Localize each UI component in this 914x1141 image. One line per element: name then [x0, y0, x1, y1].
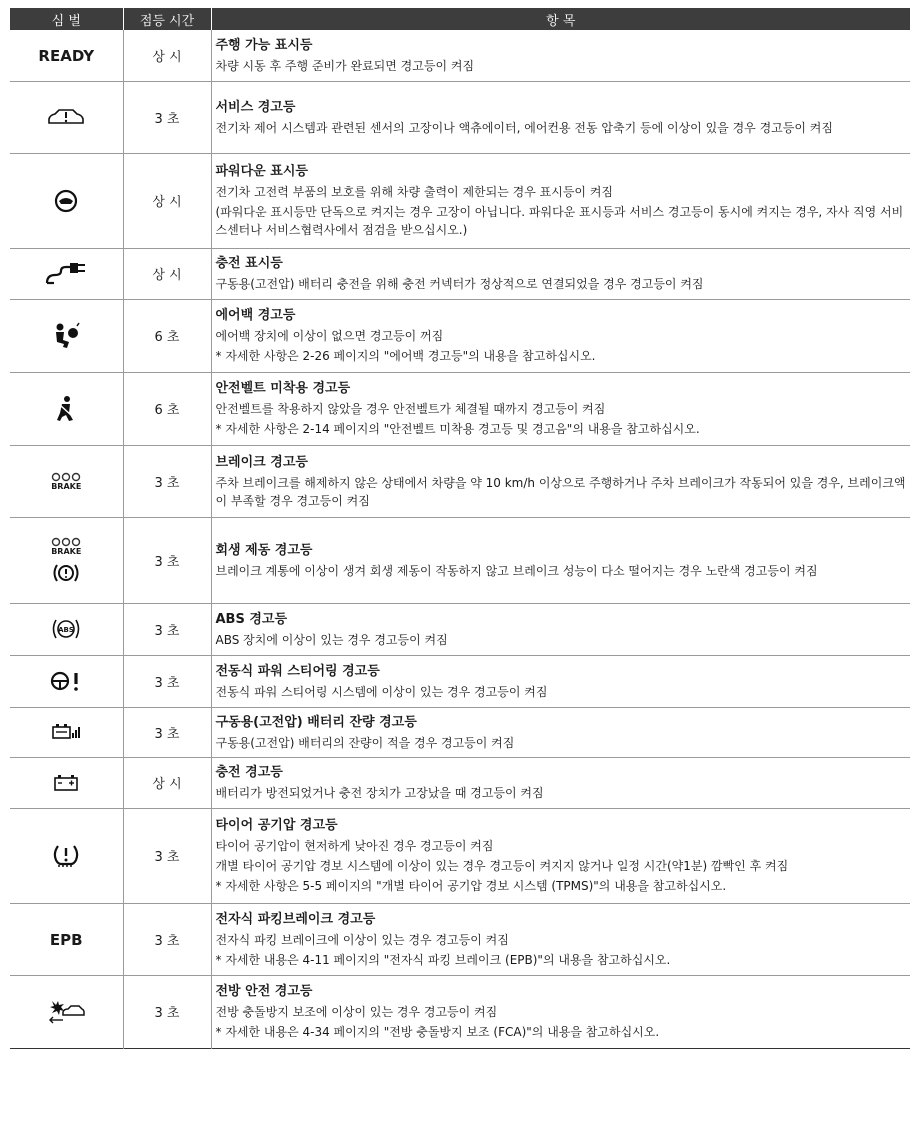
item-line: 배터리가 방전되었거나 충전 장치가 고장났을 때 경고등이 켜짐: [215, 786, 544, 800]
brake-lamp-icon: [51, 472, 81, 482]
symbol-cell: [10, 299, 123, 372]
item-line: 전기차 고전력 부품의 보호를 위해 차량 출력이 제한되는 경우 표시등이 켜짐: [215, 185, 613, 199]
item-line: * 자세한 사항은 5-5 페이지의 "개별 타이어 공기압 경보 시스템 (TPMS)"의 내용을 참고하십시오.: [215, 879, 727, 893]
symbol-cell: [10, 445, 123, 517]
item-line: 에어백 장치에 이상이 없으면 경고등이 꺼짐: [215, 329, 444, 343]
item-title: 회생 제동 경고등: [215, 542, 313, 558]
item-title: 안전벨트 미착용 경고등: [215, 381, 351, 396]
description-cell: [211, 757, 910, 808]
time-cell: 3 초: [123, 517, 211, 603]
table-row: [10, 81, 910, 153]
table-row: [10, 707, 910, 757]
item-title: ABS 경고등: [215, 611, 288, 627]
charging-plug-icon: [44, 261, 88, 287]
warning-light-table: [10, 8, 910, 1049]
symbol-cell: [10, 372, 123, 445]
power-down-icon: [53, 188, 79, 214]
item-line: 전기차 제어 시스템과 관련된 센서의 고장이나 액츄에이터, 에어컨용 전동 압축기 등에 이상이 있을 경우 경고등이 켜짐: [215, 120, 833, 135]
table-row: [10, 603, 910, 655]
time-cell: 3 초: [123, 975, 211, 1048]
item-title: 전자식 파킹브레이크 경고등: [215, 911, 376, 927]
car-warning-icon: [46, 106, 86, 128]
item-title: 전방 안전 경고등: [215, 984, 313, 999]
table-row: [10, 757, 910, 808]
brake-text: BRAKE: [51, 546, 82, 556]
item-line: 브레이크 계통에 이상이 생겨 회생 제동이 작동하지 않고 브레이크 성능이 다소 떨어지는 경우 노란색 경고등이 켜짐: [215, 563, 818, 578]
table-row: [10, 975, 910, 1048]
table-row: [10, 153, 910, 248]
time-cell: 3 초: [123, 707, 211, 757]
item-line: 전자식 파킹 브레이크에 이상이 있는 경우 경고등이 켜짐: [215, 932, 509, 947]
symbol-cell: [10, 30, 123, 81]
time-cell: 3 초: [123, 445, 211, 517]
description-cell: [211, 655, 910, 707]
description-cell: [211, 372, 910, 445]
table-row: [10, 517, 910, 603]
item-title: 충전 경고등: [215, 765, 283, 780]
epb-symbol: EPB: [49, 930, 83, 949]
description-cell: [211, 517, 910, 603]
header-item: 항 목: [211, 8, 910, 30]
table-row: [10, 299, 910, 372]
steering-warning-icon: [49, 669, 83, 693]
table-header-row: [10, 8, 910, 30]
time-cell: 3 초: [123, 808, 211, 903]
table-row: [10, 372, 910, 445]
item-title: 구동용(고전압) 배터리 잔량 경고등: [215, 714, 417, 730]
time-cell: 3 초: [123, 81, 211, 153]
description-cell: [211, 707, 910, 757]
item-title: 전동식 파워 스티어링 경고등: [215, 663, 380, 679]
item-line: (파워다운 표시등만 단독으로 켜지는 경우 고장이 아닙니다. 파워다운 표시등과 서비스 경고등이 동시에 켜지는 경우, 자사 직영 서비스센터나 서비스협력사에서 점검을 받으십시오.): [215, 205, 904, 237]
description-cell: [211, 445, 910, 517]
abs-icon: [51, 617, 81, 641]
symbol-cell: [10, 757, 123, 808]
description-cell: [211, 903, 910, 975]
regen-brake-icon: [51, 562, 81, 584]
header-time: 점등 시간: [123, 8, 211, 30]
description-cell: [211, 81, 910, 153]
seatbelt-icon: [54, 395, 78, 423]
brake-lamp-icon: [51, 537, 81, 547]
description-cell: [211, 808, 910, 903]
brake-text: BRAKE: [51, 481, 82, 491]
table-row: [10, 903, 910, 975]
item-line: * 자세한 내용은 4-11 페이지의 "전자식 파킹 브레이크 (EPB)"의 내용을 참고하십시오.: [215, 952, 671, 967]
description-cell: [211, 299, 910, 372]
battery-level-icon: [51, 722, 81, 742]
item-line: 전동식 파워 스티어링 시스템에 이상이 있는 경우 경고등이 켜짐: [215, 684, 548, 699]
svg-text:ABS: ABS: [58, 626, 75, 634]
warning-light-table-wrapper: [10, 8, 910, 1049]
time-cell: 상 시: [123, 30, 211, 81]
time-cell: 상 시: [123, 153, 211, 248]
item-title: 파워다운 표시등: [215, 164, 308, 179]
time-cell: 6 초: [123, 372, 211, 445]
item-title: 주행 가능 표시등: [215, 37, 313, 53]
time-cell: 3 초: [123, 603, 211, 655]
forward-collision-icon: [47, 999, 85, 1025]
description-cell: [211, 975, 910, 1048]
symbol-cell: [10, 975, 123, 1048]
time-cell: 3 초: [123, 903, 211, 975]
item-line: * 자세한 사항은 2-26 페이지의 "에어백 경고등"의 내용을 참고하십시오.: [215, 349, 596, 363]
airbag-icon: [51, 322, 81, 350]
item-line: * 자세한 사항은 2-14 페이지의 "안전벨트 미착용 경고등 및 경고음"의 내용을 참고하십시오.: [215, 422, 700, 436]
item-line: ABS 장치에 이상이 있는 경우 경고등이 켜짐: [215, 632, 448, 647]
table-row: [10, 30, 910, 81]
description-cell: [211, 30, 910, 81]
symbol-cell: [10, 153, 123, 248]
time-cell: 상 시: [123, 248, 211, 299]
item-line: 구동용(고전압) 배터리 충전을 위해 충전 커넥터가 정상적으로 연결되었을 경우 경고등이 켜짐: [215, 277, 704, 291]
symbol-cell: [10, 707, 123, 757]
ready-symbol: READY: [38, 46, 95, 65]
item-title: 에어백 경고등: [215, 308, 296, 323]
item-line: 주차 브레이크를 해제하지 않은 상태에서 차량을 약 10 km/h 이상으로 주행하거나 주차 브레이크가 작동되어 있을 경우, 브레이크액이 부족할 경우 경고등이 켜짐: [215, 475, 906, 508]
header-symbol: 심 벌: [10, 8, 123, 30]
item-title: 브레이크 경고등: [215, 454, 308, 470]
symbol-cell: [10, 808, 123, 903]
symbol-cell: [10, 655, 123, 707]
item-line: 차량 시동 후 주행 준비가 완료되면 경고등이 켜짐: [215, 58, 475, 73]
item-line: 전방 충돌방지 보조에 이상이 있는 경우 경고등이 켜짐: [215, 1005, 498, 1019]
symbol-cell: [10, 903, 123, 975]
item-line: 타이어 공기압이 현저하게 낮아진 경우 경고등이 켜짐: [215, 839, 494, 853]
item-line: * 자세한 내용은 4-34 페이지의 "전방 충돌방지 보조 (FCA)"의 내용을 참고하십시오.: [215, 1025, 660, 1039]
table-row: [10, 248, 910, 299]
table-row: [10, 655, 910, 707]
item-title: 충전 표시등: [215, 256, 283, 271]
item-line: 개별 타이어 공기압 경보 시스템에 이상이 있는 경우 경고등이 켜지지 않거나 일정 시간(약1분) 깜빡인 후 켜짐: [215, 859, 789, 873]
symbol-cell: [10, 517, 123, 603]
item-title: 타이어 공기압 경고등: [215, 818, 338, 833]
description-cell: [211, 248, 910, 299]
item-line: 구동용(고전압) 배터리의 잔량이 적을 경우 경고등이 켜짐: [215, 735, 515, 750]
time-cell: 6 초: [123, 299, 211, 372]
item-title: 서비스 경고등: [215, 99, 296, 115]
battery-charge-icon: [53, 773, 79, 793]
symbol-cell: [10, 81, 123, 153]
tire-pressure-icon: [52, 843, 80, 869]
table-row: [10, 445, 910, 517]
symbol-cell: [10, 248, 123, 299]
symbol-cell: [10, 603, 123, 655]
item-line: 안전벨트를 착용하지 않았을 경우 안전벨트가 체결될 때까지 경고등이 켜짐: [215, 402, 606, 416]
time-cell: 상 시: [123, 757, 211, 808]
description-cell: [211, 603, 910, 655]
table-row: [10, 808, 910, 903]
description-cell: [211, 153, 910, 248]
time-cell: 3 초: [123, 655, 211, 707]
